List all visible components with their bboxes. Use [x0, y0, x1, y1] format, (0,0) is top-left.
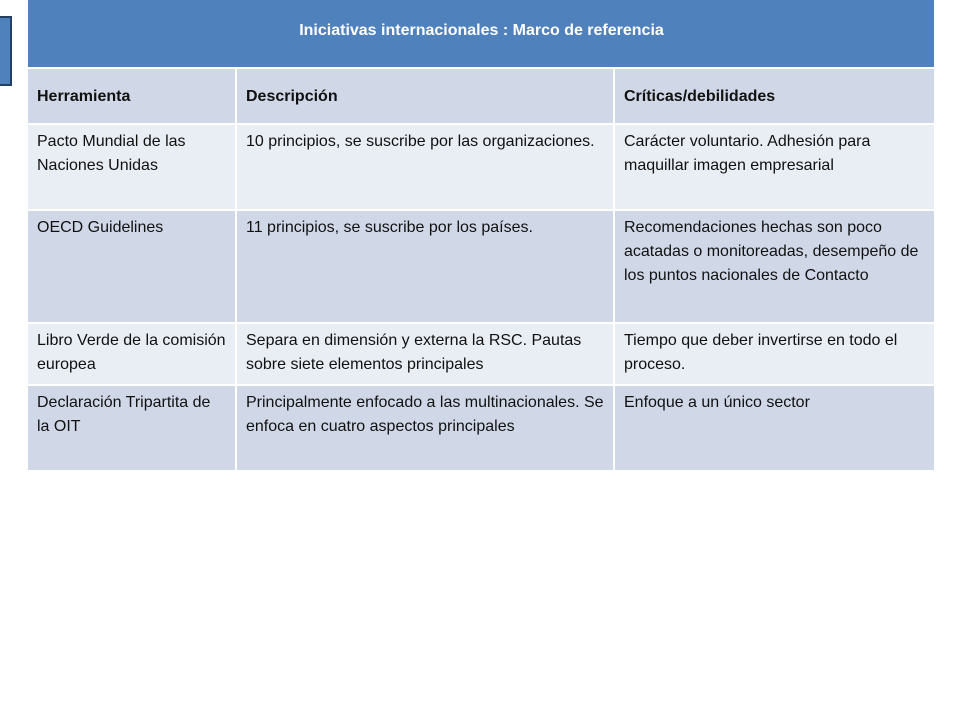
tool-cell: Libro Verde de la comisión europea [27, 323, 236, 385]
table-row [27, 385, 935, 471]
table-row [27, 323, 935, 385]
critique-cell: Recomendaciones hechas son poco acatadas o monitoreadas, desempeño de los puntos nacionales de Contacto [614, 210, 935, 323]
tool-cell: Declaración Tripartita de la OIT [27, 385, 236, 471]
table-row [27, 124, 935, 210]
reference-framework-table [26, 0, 936, 472]
column-header-tool: Herramienta [27, 68, 236, 124]
description-cell: Separa en dimensión y externa la RSC. Pautas sobre siete elementos principales [236, 323, 614, 385]
column-header-critiques: Críticas/debilidades [614, 68, 935, 124]
table-header-row [27, 68, 935, 124]
description-cell: Principalmente enfocado a las multinacionales. Se enfoca en cuatro aspectos principales [236, 385, 614, 471]
corner-tab-decoration [0, 16, 12, 86]
tool-cell: OECD Guidelines [27, 210, 236, 323]
column-header-description: Descripción [236, 68, 614, 124]
critique-cell: Enfoque a un único sector [614, 385, 935, 471]
description-cell: 11 principios, se suscribe por los países. [236, 210, 614, 323]
critique-cell: Tiempo que deber invertirse en todo el proceso. [614, 323, 935, 385]
table-title-row [27, 0, 935, 68]
table-row [27, 210, 935, 323]
tool-cell: Pacto Mundial de las Naciones Unidas [27, 124, 236, 210]
table-title: Iniciativas internacionales : Marco de referencia [27, 0, 935, 68]
description-cell: 10 principios, se suscribe por las organizaciones. [236, 124, 614, 210]
critique-cell: Carácter voluntario. Adhesión para maquillar imagen empresarial [614, 124, 935, 210]
